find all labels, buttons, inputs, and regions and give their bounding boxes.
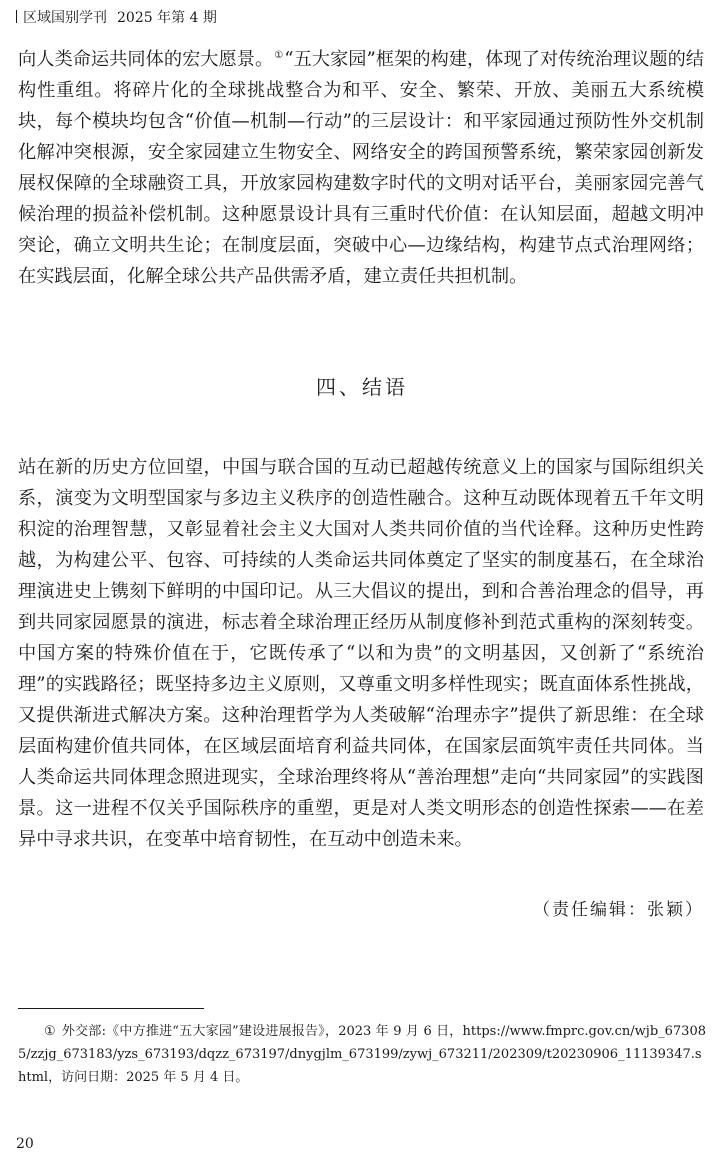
footnote-marker: ① <box>44 1024 56 1039</box>
paragraph-1-lead: 向人类命运共同体的宏大愿景。 <box>18 49 274 70</box>
paragraph-1-rest: “五大家园”框架的构建，体现了对传统治理议题的结构性重组。将碎片化的全球挑战整合为和平、安全、繁荣、开放、美丽五大系统模块，每个模块均包含“价值—机制—行动”的三层设计：和平家园通过预防性外交机制化解冲突根源，安全家园建立生物安全、网络安全的跨国预警系统，繁荣家园创新发展权保障的全球融资工具，开放家园构建数字时代的文明对话平台，美丽家园完善气候治理的损益补偿机制。这种愿景设计具有三重时代价值：在认知层面，超越文明冲突论，确立文明共生论；在制度层面，突破中心—边缘结构，构建节点式治理网络；在实践层面，化解全球公共产品供需矛盾，建立责任共担机制。 <box>18 49 704 287</box>
journal-name: 区域国别学刊 <box>23 10 107 26</box>
running-head <box>16 8 217 28</box>
running-head-bar <box>16 10 17 23</box>
conclusion-section <box>18 434 704 873</box>
editor-credit: （责任编辑：张颖） <box>533 900 704 920</box>
issue-label: 2025 年第 4 期 <box>117 10 217 26</box>
conclusion-paragraph: 站在新的历史方位回望，中国与联合国的互动已超越传统意义上的国家与国际组织关系，演变为文明型国家与多边主义秩序的创造性融合。这种互动既体现着五千年文明积淀的治理智慧，又彰显着社会主义大国对人类共同价值的当代诠释。这种历史性跨越，为构建公平、包容、可持续的人类命运共同体奠定了坚实的制度基石，在全球治理演进史上镌刻下鲜明的中国印记。从三大倡议的提出，到和合善治理念的倡导，再到共同家园愿景的演进，标志着全球治理正经历从制度修补到范式重构的深刻转变。中国方案的特殊价值在于，它既传承了“以和为贵”的文明基因，又创新了“系统治理”的实践路径；既坚持多边主义原则，又尊重文明多样性现实；既直面体系性挑战，又提供渐进式解决方案。这种治理哲学为人类破解“治理赤字”提供了新思维：在全球层面构建价值共同体，在区域层面培育利益共同体，在国家层面筑牢责任共同体。当人类命运共同体理念照进现实，全球治理终将从“善治理想”走向“共同家园”的实践图景。这一进程不仅关乎国际秩序的重塑，更是对人类文明形态的创造性探索——在差异中寻求共识，在变革中培育韧性，在互动中创造未来。 <box>18 457 704 851</box>
page-number: 20 <box>16 1136 34 1152</box>
body-text-top <box>18 44 704 292</box>
footnote-text: 外交部:《中方推进“五大家园”建设进展报告》，2023 年 9 月 6 日，https://www.fmprc.gov.cn/wjb_673085/zzjg_673183/yzs_673193/dqzz_673197/dnygjlm_673199/zywj_673211/202309/t20230906_11139347.shtml，访问日期：2025 年 5 月 4 日。 <box>18 1024 706 1085</box>
footnote <box>18 1020 706 1089</box>
footnote-reference[interactable]: ① <box>274 50 284 61</box>
section-heading: 四、结语 <box>316 375 408 399</box>
footnote-divider <box>18 1008 204 1009</box>
paragraph-1 <box>18 44 704 292</box>
